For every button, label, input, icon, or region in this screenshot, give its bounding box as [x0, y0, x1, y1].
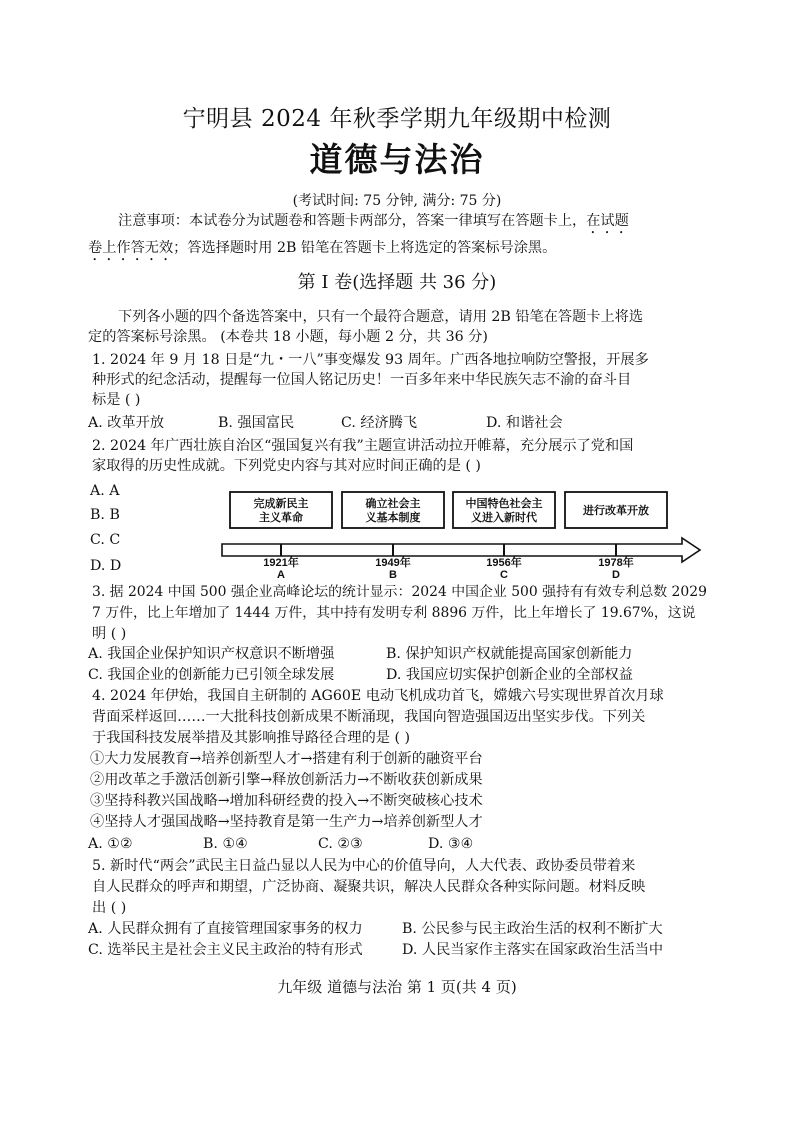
q1-options — [88, 413, 708, 433]
q4-statement-2: ②用改革之手激活创新引擎→释放创新活力→不断收获创新成果 — [90, 772, 483, 788]
q5-line-2: 自人民群众的呼声和期望，广泛协商、凝聚共识，解决人民群众各种实际问题。材料反映 — [92, 879, 646, 895]
history-timeline — [220, 490, 710, 580]
q4-line-3: 于我国科技发展举措及其影响推导路径合理的是 ( ) — [92, 730, 411, 746]
notice-text-a: 注意事项：本试卷分为试题卷和答题卡两部分，答案一律填写在答题卡上， — [118, 213, 587, 229]
q3-option-c: C. 我国企业的创新能力已引领全球发展 — [88, 667, 335, 683]
page-footer: 九年级 道德与法治 第 1 页(共 4 页) — [277, 978, 517, 996]
q2-option-b: B. B — [90, 507, 120, 523]
timeline-box-3-line-2: 义进入新时代 — [471, 512, 537, 524]
notice-text-d: ；答选择题时用 2B 铅笔在答题卡上将选定的答案标号涂黑。 — [173, 240, 557, 256]
timeline-year-4: 1978年 — [598, 557, 634, 569]
q4-line-2: 背面采样返回……一大批科技创新成果不断涌现，我国向智造强国迈出坚实步伐。下列关 — [92, 709, 646, 725]
timeline-box-2-line-2: 义基本制度 — [365, 512, 421, 524]
q3-line-1: 3. 据 2024 中国 500 强企业高峰论坛的统计显示：2024 中国企业 500 强持有有效专利总数 2029 — [92, 584, 707, 600]
timeline-year-3: 1956年 — [486, 557, 522, 569]
q4-statement-3: ③坚持科教兴国战略→增加科研经费的投入→不断突破核心技术 — [90, 793, 483, 809]
q1-line-2: 种形式的纪念活动，提醒每一位国人铭记历史！一百多年来中华民族矢志不渝的奋斗目 — [92, 372, 632, 388]
timeline-letter-d: D — [612, 569, 620, 580]
timeline-year-1: 1921年 — [263, 557, 299, 569]
q1-option-b: B. 强国富民 — [218, 415, 295, 431]
q3-option-a: A. 我国企业保护知识产权意识不断增强 — [88, 646, 335, 662]
q2-option-c: C. C — [90, 532, 121, 548]
timeline-box-4-line-1: 进行改革开放 — [583, 505, 649, 517]
q1-line-3: 标是 ( ) — [92, 392, 141, 408]
q3-line-2: 7 万件，比上年增加了 1444 万件，其中持有发明专利 8896 万件，比上年增长了 19.67%，这说 — [92, 605, 696, 621]
q5-line-3: 出 ( ) — [92, 900, 127, 916]
q4-option-d: D. ③④ — [428, 836, 474, 852]
timeline-box-2-line-1: 确立社会主 — [365, 498, 421, 510]
timeline-letter-a: A — [277, 569, 285, 580]
q5-option-c: C. 选举民主是社会主义民主政治的特有形式 — [88, 942, 363, 958]
q3-option-d: D. 我国应切实保护创新企业的全部权益 — [386, 667, 633, 683]
section-intro-1: 下列各小题的四个备选答案中，只有一个最符合题意，请用 2B 铅笔在答题卡上将选 — [118, 309, 644, 325]
subject-title: 道德与法治 — [309, 140, 485, 179]
q5-option-d: D. 人民当家作主落实在国家政治生活当中 — [402, 942, 664, 958]
timeline-box-3-line-1: 中国特色社会主 — [465, 498, 543, 510]
q4-statement-4: ④坚持人才强国战略→坚持教育是第一生产力→培养创新型人才 — [90, 814, 483, 830]
q2-line-2: 家取得的历史性成就。下列党史内容与其对应时间正确的是 ( ) — [92, 458, 481, 474]
timeline-letter-b: B — [389, 569, 397, 580]
notice-text-c: 卷上作答无效 — [88, 240, 174, 256]
q1-option-c: C. 经济腾飞 — [341, 415, 418, 431]
notice-line-1 — [118, 211, 629, 237]
q1-option-a: A. 改革开放 — [88, 415, 165, 431]
q4-option-b: B. ①④ — [203, 836, 248, 852]
timeline-year-2: 1949年 — [375, 557, 411, 569]
q5-option-a: A. 人民群众拥有了直接管理国家事务的权力 — [88, 921, 363, 937]
q3-option-b: B. 保护知识产权就能提高国家创新能力 — [386, 646, 633, 662]
timeline-box-1-line-2: 主义革命 — [259, 512, 303, 524]
q4-option-a: A. ①② — [88, 836, 133, 852]
timeline-box-1-line-1: 完成新民主 — [253, 498, 309, 510]
exam-info: (考试时间: 75 分钟, 满分: 75 分) — [292, 193, 502, 209]
q3-line-3: 明 ( ) — [92, 626, 127, 642]
q4-line-1: 4. 2024 年伊始，我国自主研制的 AG60E 电动飞机成功首飞，嫦娥六号实现世界首次月球 — [92, 688, 664, 704]
section-intro-2: 定的答案标号涂黑。 (本卷共 18 小题，每小题 2 分，共 36 分) — [88, 329, 488, 345]
q2-option-d: D. D — [90, 558, 122, 574]
q1-option-d: D. 和谐社会 — [486, 415, 563, 431]
q4-options — [88, 834, 488, 854]
section-title: 第 I 卷(选择题 共 36 分) — [297, 272, 497, 293]
q2-option-a: A. A — [90, 483, 120, 499]
q5-option-b: B. 公民参与民主政治生活的权利不断扩大 — [402, 921, 663, 937]
notice-text-b: 在试题 — [586, 213, 629, 229]
q2-line-1: 2. 2024 年广西壮族自治区“强国复兴有我”主题宣讲活动拉开帷幕，充分展示了党和国 — [92, 438, 634, 454]
q4-option-c: C. ②③ — [318, 836, 363, 852]
q4-statement-1: ①大力发展教育→培养创新型人才→搭建有利于创新的融资平台 — [90, 751, 483, 767]
q5-line-1: 5. 新时代“两会”武民主日益凸显以人民为中心的价值导向，人大代表、政协委员带着来 — [92, 858, 636, 874]
q1-line-1: 1. 2024 年 9 月 18 日是“九・一八”事变爆发 93 周年。广西各地拉响防空警报，开展多 — [92, 352, 649, 368]
notice-line-2 — [88, 238, 556, 264]
timeline-letter-c: C — [500, 569, 508, 580]
exam-title: 宁明县 2024 年秋季学期九年级期中检测 — [182, 106, 612, 132]
